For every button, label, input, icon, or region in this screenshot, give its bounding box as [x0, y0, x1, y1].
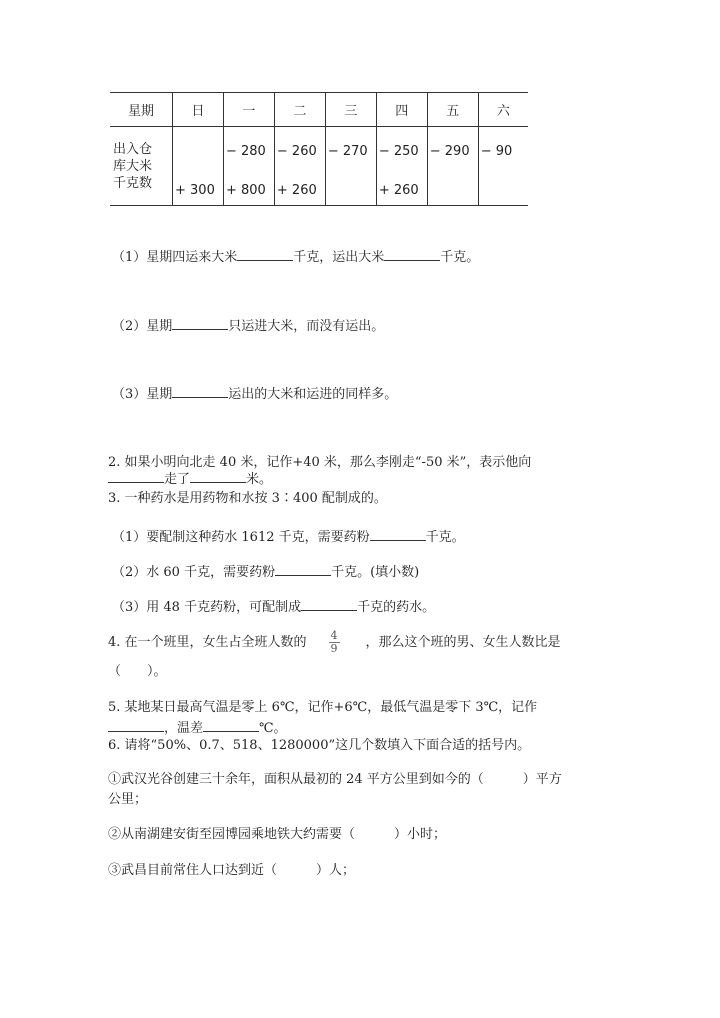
- question-text: （3）用 48 千克药粉，可配制成: [112, 600, 302, 615]
- question-text: 千克的药水。: [357, 600, 436, 615]
- question-line: [108, 862, 355, 880]
- row-label: [110, 127, 173, 206]
- answer-blank[interactable]: [172, 317, 228, 330]
- answer-blank[interactable]: [237, 248, 293, 261]
- question-text: ，那么这个班的男、女生人数比是: [365, 635, 561, 650]
- question-line: [108, 630, 561, 655]
- outgoing-value: − 250: [378, 144, 419, 159]
- question-line: [108, 490, 387, 508]
- question-line: [108, 826, 446, 844]
- row-label-line: 千克数: [113, 175, 153, 191]
- question-text: ③武昌目前常住人口达到近（ ）人；: [108, 863, 356, 878]
- question-text: 公里；: [108, 792, 148, 807]
- outgoing-value: − 260: [276, 144, 317, 159]
- question-line: [108, 771, 562, 789]
- fraction-numerator: 4: [330, 629, 338, 642]
- answer-blank[interactable]: [301, 598, 357, 611]
- incoming-value: + 800: [225, 183, 266, 198]
- answer-blank[interactable]: [370, 528, 426, 541]
- question-line: [112, 598, 435, 617]
- question-text: （2）水 60 千克，需要药粉: [112, 565, 276, 580]
- question-text: 2. 如果小明向北走 40 米，记作+40 米，那么李刚走“-50 米”，表示他向: [108, 455, 532, 470]
- day-cell: [478, 127, 528, 206]
- header-day: 五: [427, 93, 478, 127]
- question-line: [112, 528, 465, 547]
- question-line: [108, 719, 287, 738]
- row-label-line: 出入仓: [113, 141, 153, 157]
- question-line: [108, 791, 147, 809]
- day-cell: [376, 127, 427, 206]
- day-cell: [427, 127, 478, 206]
- day-cell: [173, 127, 224, 206]
- question-text: （2）星期: [112, 319, 173, 334]
- question-text: 3. 一种药水是用药物和水按 3∶400 配制成的。: [108, 491, 387, 506]
- question-text: ，温差: [164, 721, 204, 736]
- outgoing-value: − 90: [480, 144, 513, 159]
- answer-blank[interactable]: [384, 248, 440, 261]
- question-line: [112, 563, 419, 582]
- fraction-denominator: 9: [330, 642, 338, 655]
- fraction: [329, 630, 340, 655]
- outgoing-value: − 280: [225, 144, 266, 159]
- rice-warehouse-table: [110, 92, 528, 206]
- question-line: [108, 737, 530, 755]
- question-text: 千克，运出大米: [293, 250, 385, 265]
- question-text: 4. 在一个班里，女生占全班人数的: [108, 635, 307, 650]
- outgoing-value: − 270: [327, 144, 368, 159]
- header-day: 二: [274, 93, 325, 127]
- question-text: 6. 请将“50%、0.7、518、1280000”这几个数填入下面合适的括号内。: [108, 738, 531, 753]
- day-cell: [325, 127, 376, 206]
- header-weekday-label: 星期: [110, 93, 173, 127]
- incoming-value: + 300: [175, 183, 215, 198]
- answer-blank[interactable]: [108, 719, 164, 732]
- question-text: 走了: [164, 472, 191, 487]
- question-text: （1）星期四运来大米: [112, 250, 238, 265]
- question-line: [112, 385, 397, 404]
- question-text: 千克。: [425, 530, 465, 545]
- answer-blank[interactable]: [275, 563, 331, 576]
- day-cell: [223, 127, 274, 206]
- header-day: 三: [325, 93, 376, 127]
- row-label-line: 库大米: [113, 158, 153, 174]
- answer-blank[interactable]: [172, 385, 228, 398]
- question-text: 运出的大米和运进的同样多。: [228, 387, 398, 402]
- day-cell: [274, 127, 325, 206]
- question-text: ①武汉光谷创建三十余年，面积从最初的 24 平方公里到如今的（ ）平方: [108, 772, 562, 787]
- question-text: （1）要配制这种药水 1612 千克，需要药粉: [112, 530, 370, 545]
- question-text: （ ）。: [108, 664, 167, 679]
- question-text: ℃。: [259, 721, 287, 736]
- answer-blank[interactable]: [203, 719, 259, 732]
- question-line: [112, 248, 479, 267]
- question-text: （3）星期: [112, 387, 173, 402]
- answer-blank[interactable]: [108, 470, 164, 483]
- question-line: [108, 699, 537, 717]
- question-line: [112, 317, 384, 336]
- outgoing-value: − 290: [429, 144, 470, 159]
- header-day: 一: [223, 93, 274, 127]
- question-text: ②从南湖建安街至园博园乘地铁大约需要（ ）小时；: [108, 827, 447, 842]
- question-line: [108, 663, 167, 681]
- question-text: 千克。: [440, 250, 480, 265]
- incoming-value: + 260: [276, 183, 317, 198]
- question-line: [108, 470, 272, 489]
- question-text: 只运进大米，而没有运出。: [228, 319, 385, 334]
- header-day: 日: [173, 93, 224, 127]
- question-text: 千克。(填小数): [331, 565, 420, 580]
- answer-blank[interactable]: [190, 470, 246, 483]
- header-day: 四: [376, 93, 427, 127]
- question-text: 米。: [246, 472, 273, 487]
- incoming-value: + 260: [378, 183, 419, 198]
- header-day: 六: [478, 93, 528, 127]
- question-text: 5. 某地某日最高气温是零上 6℃，记作+6℃，最低气温是零下 3℃，记作: [108, 700, 538, 715]
